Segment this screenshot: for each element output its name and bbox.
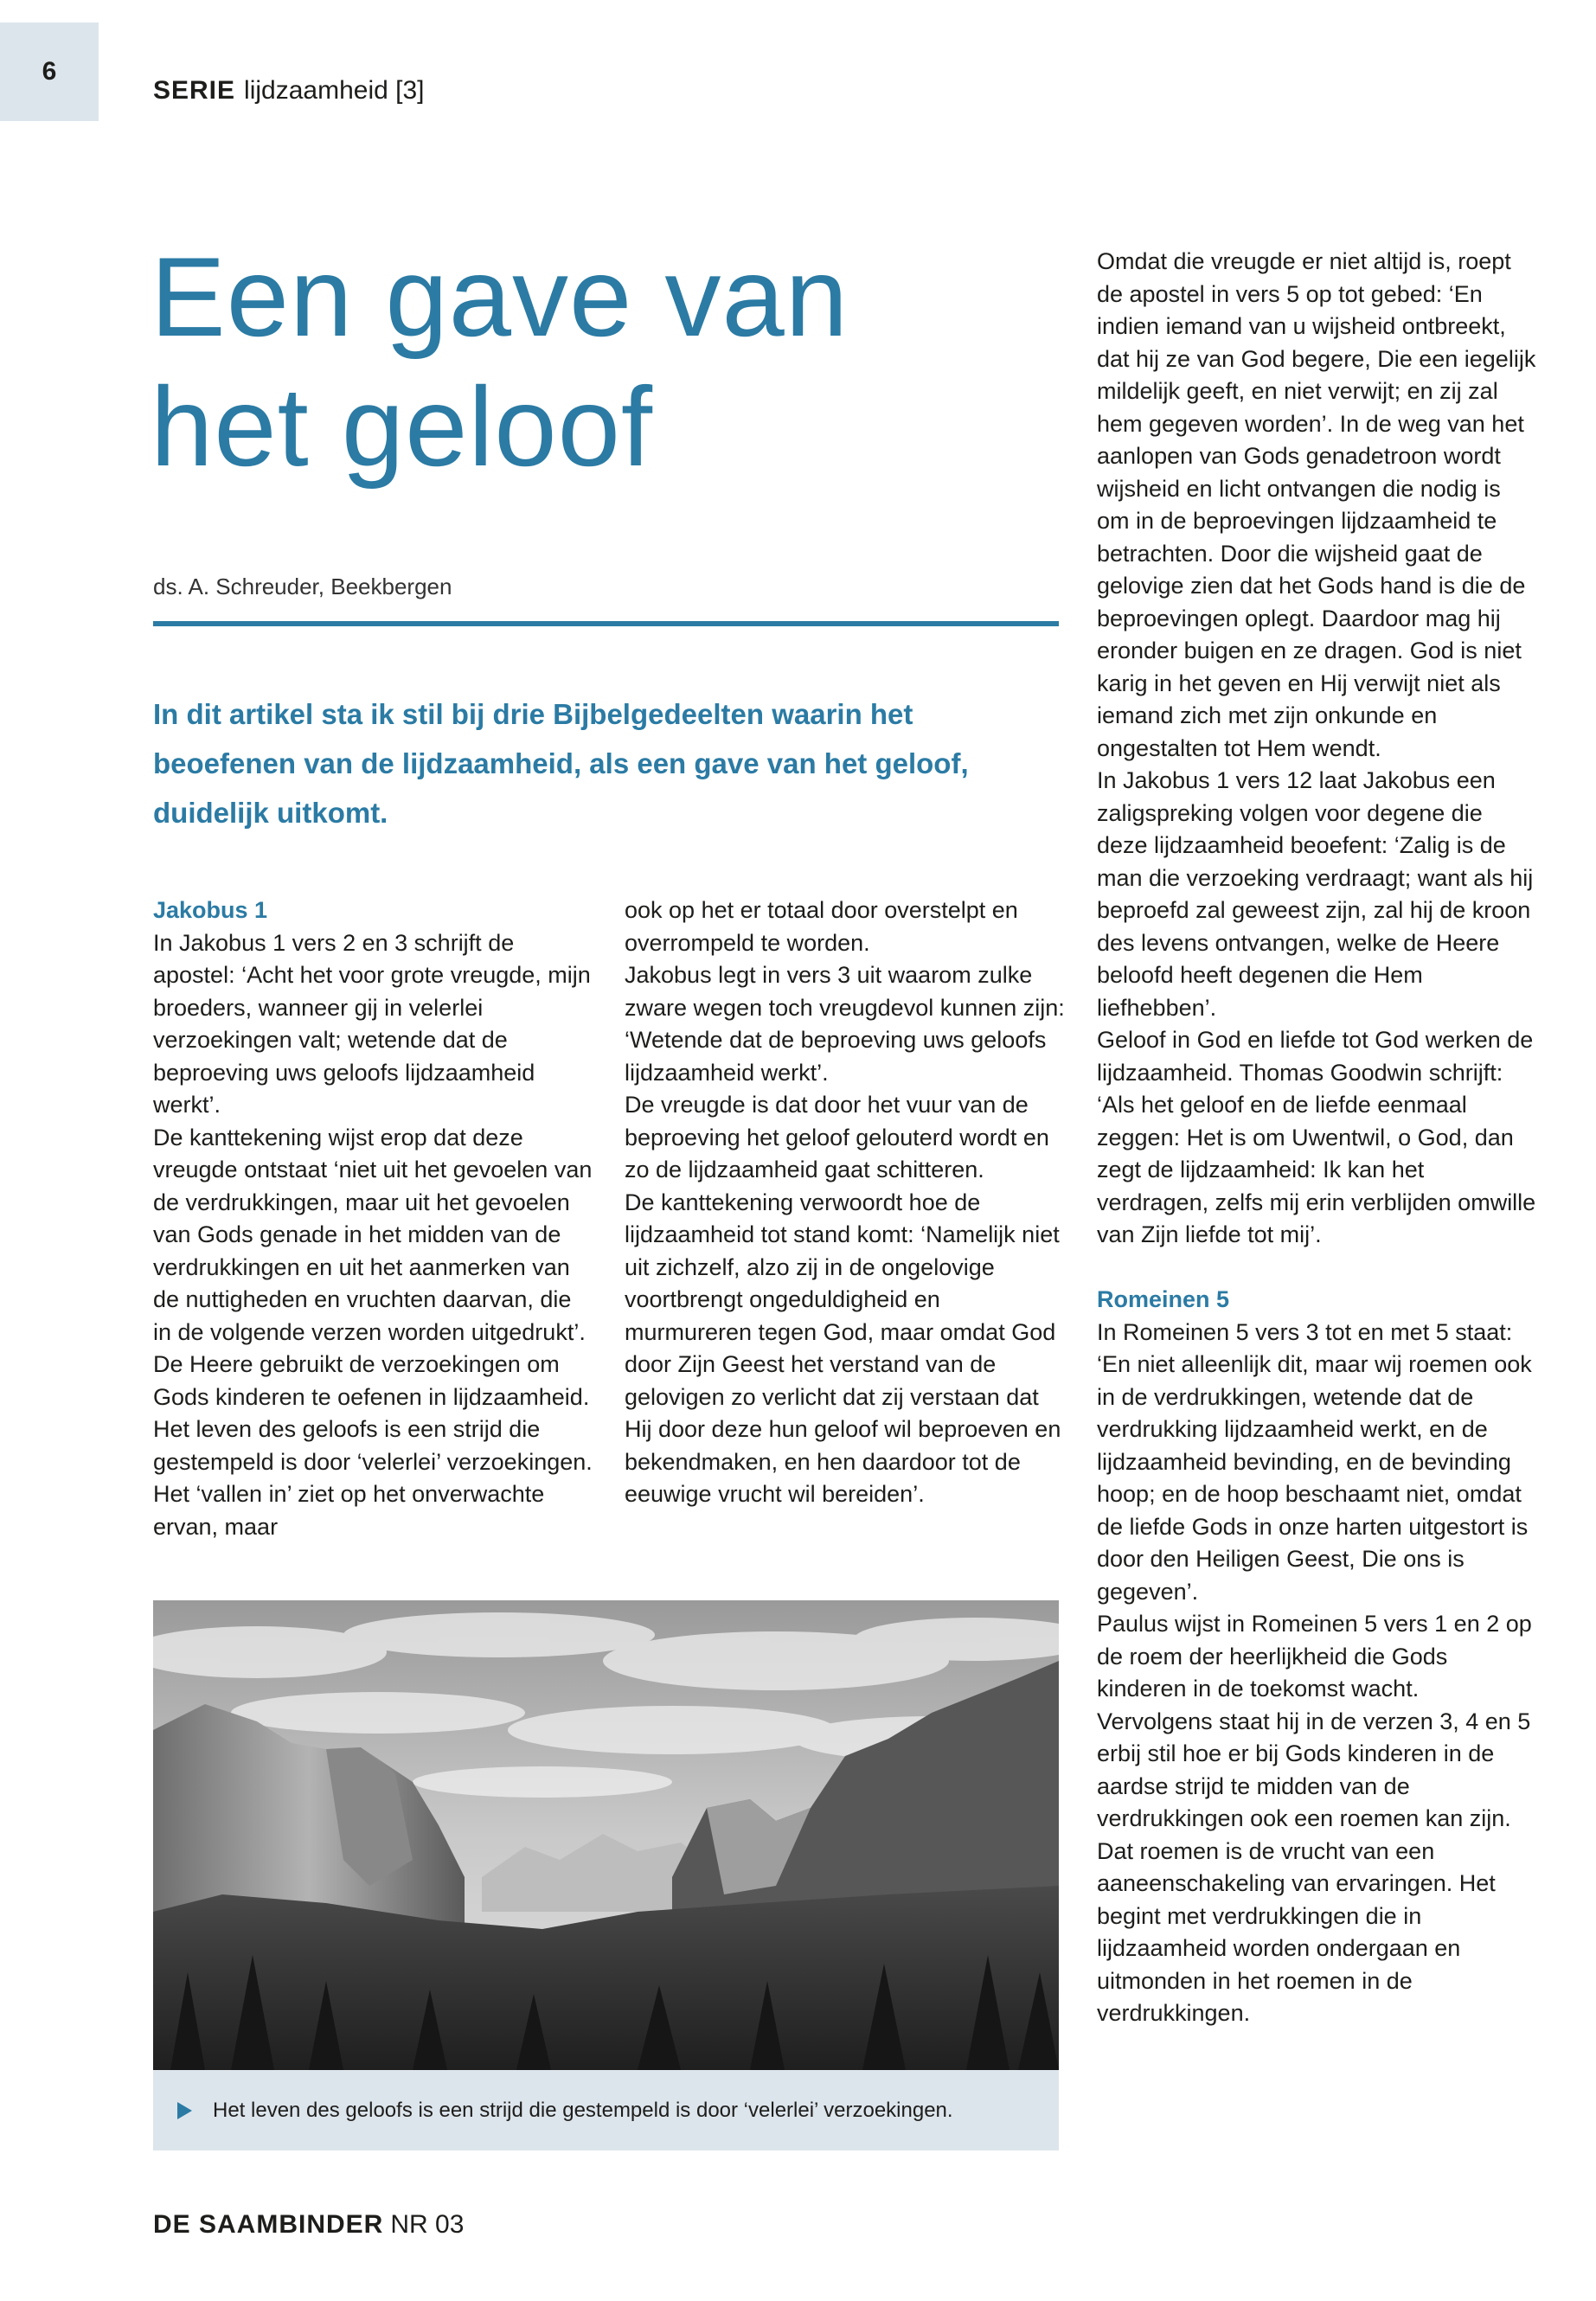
title-line-2: het geloof <box>151 363 654 490</box>
paragraph: In Romeinen 5 vers 3 tot en met 5 staat: ‘En niet alleenlijk dit, maar wij roemen ook in de verdrukkingen, wetende dat de verdrukking lijdzaamheid werkt, en de lijdzaamheid bevinding, en de bevinding hoop; en de hoop beschaamt niet, omdat de liefde Gods in onze harten uitgestort is door den Heiligen Geest, Die ons is gegeven’. <box>1097 1318 1532 1605</box>
paragraph: In Jakobus 1 vers 2 en 3 schrijft de apostel: ‘Acht het voor grote vreugde, mijn broeders, wanneer gij in velerlei verzoekingen valt; wetende dat de beproeving uws geloofs lijdzaamheid werkt’. <box>153 929 591 1118</box>
title-line-1: Een gave van <box>151 234 849 360</box>
paragraph: De kanttekening wijst erop dat deze vreugde ontstaat ‘niet uit het gevoelen van de verdrukkingen, maar uit het gevoelen van Gods genade in het midden van de verdrukkingen en uit het aanmerken van de nuttigheden en vruchten daarvan, die in de volgende verzen worden uitgedrukt’. <box>153 1124 593 1345</box>
article-title <box>151 232 1050 491</box>
paragraph: Jakobus legt in vers 3 uit waarom zulke zware wegen toch vreugdevol kunnen zijn: ‘Wetende dat de beproeving uws geloofs lijdzaamheid werkt’. <box>625 962 1065 1086</box>
series-topic: lijdzaamheid [3] <box>244 76 425 105</box>
paragraph: De Heere gebruikt de verzoekingen om Gods kinderen te oefenen in lijdzaamheid. Het leven des geloofs is een strijd die gestempeld is door ‘velerlei’ verzoekingen. Het ‘vallen in’ ziet op het onverwachte ervan, maar <box>153 1351 593 1540</box>
section-heading-romeinen: Romeinen 5 <box>1097 1286 1230 1312</box>
paragraph: Geloof in God en liefde tot God werken de lijdzaamheid. Thomas Goodwin schrijft: ‘Als het geloof en de liefde eenmaal zeggen: Het is om Uwentwil, o God, dan zegt de lijdzaamheid: Ik kan het verdragen, zelfs mij erin verblijden omwille van Zijn liefde tot mij’. <box>1097 1027 1536 1247</box>
caption-text: Het leven des geloofs is een strijd die gestempeld is door ‘velerlei’ verzoekingen. <box>213 2098 953 2122</box>
paragraph: In Jakobus 1 vers 12 laat Jakobus een zaligspreking volgen voor degene die deze lijdzaamheid beoefent: ‘Zalig is de man die verzoeking verdraagt; want als hij beproefd zal geweest zijn, zal hij de kroon des levens ontvangen, welke de Heere beloofd heeft degenen die Hem liefhebben’. <box>1097 767 1534 1021</box>
paragraph: Paulus wijst in Romeinen 5 vers 1 en 2 op de roem der heerlijkheid die Gods kinderen in de toekomst wacht. Vervolgens staat hij in de verzen 3, 4 en 5 erbij stil hoe er bij Gods kinderen in de aardse strijd te midden van de verdrukkingen ook een roemen kan zijn. Dat roemen is de vrucht van een aaneenschakeling van ervaringen. Het begint met verdrukkingen die in lijdzaamheid worden ondergaan en uitmonden in het roemen in de verdrukkingen. <box>1097 1611 1532 2026</box>
issue-number: NR 03 <box>390 2210 465 2239</box>
series-header <box>153 76 424 106</box>
series-label: SERIE <box>153 76 236 105</box>
play-arrow-icon <box>177 2102 192 2119</box>
column-3 <box>1097 246 1538 2030</box>
intro-paragraph: In dit artikel sta ik stil bij drie Bijbelgedeelten waarin het beoefenen van de lijdzaamheid, als een gave van het geloof, duidelijk uitkomt. <box>153 698 969 829</box>
landscape-photo <box>153 1600 1059 2070</box>
paragraph: De kanttekening verwoordt hoe de lijdzaamheid tot stand komt: ‘Namelijk niet uit zichzelf, alzo zij in de ongelovige voortbrengt ongeduldigheid en murmureren tegen God, maar omdat God door Zijn Geest het verstand van de gelovigen zo verlicht dat zij verstaan dat Hij door deze hun geloof wil beproeven en bekendmaken, en hen daardoor tot de eeuwige vrucht wil bereiden’. <box>625 1189 1061 1507</box>
paragraph: ook op het er totaal door overstelpt en overrompeld te worden. <box>625 897 1018 956</box>
photo-caption <box>153 2070 1059 2150</box>
section-heading-jakobus: Jakobus 1 <box>153 897 268 923</box>
paragraph: De vreugde is dat door het vuur van de beproeving het geloof gelouterd wordt en zo de lijdzaamheid gaat schitteren. <box>625 1092 1049 1183</box>
byline: ds. A. Schreuder, Beekbergen <box>153 574 452 599</box>
footer <box>153 2210 464 2240</box>
column-1 <box>153 894 594 1543</box>
section-spacer <box>1097 1252 1538 1285</box>
page-number: 6 <box>0 22 99 121</box>
column-2 <box>625 894 1066 1511</box>
title-divider <box>153 621 1059 626</box>
paragraph: Omdat die vreugde er niet altijd is, roept de apostel in vers 5 op tot gebed: ‘En indien iemand van u wijsheid ontbreekt, dat hij ze van God begere, Die een iegelijk mildelijk geeft, en niet verwijt; en zij zal hem gegeven worden’. In de weg van het aanlopen van Gods genadetroon wordt wijsheid en licht ontvangen die nodig is om in de beproevingen lijdzaamheid te betrachten. Door die wijsheid gaat de gelovige zien dat het Gods hand is die de beproevingen oplegt. Daardoor mag hij eronder buigen en ze dragen. God is niet karig in het geven en Hij verwijt niet als iemand zich met zijn onkunde en ongestalten tot Hem wendt. <box>1097 248 1536 761</box>
magazine-name: DE SAAMBINDER <box>153 2210 384 2239</box>
